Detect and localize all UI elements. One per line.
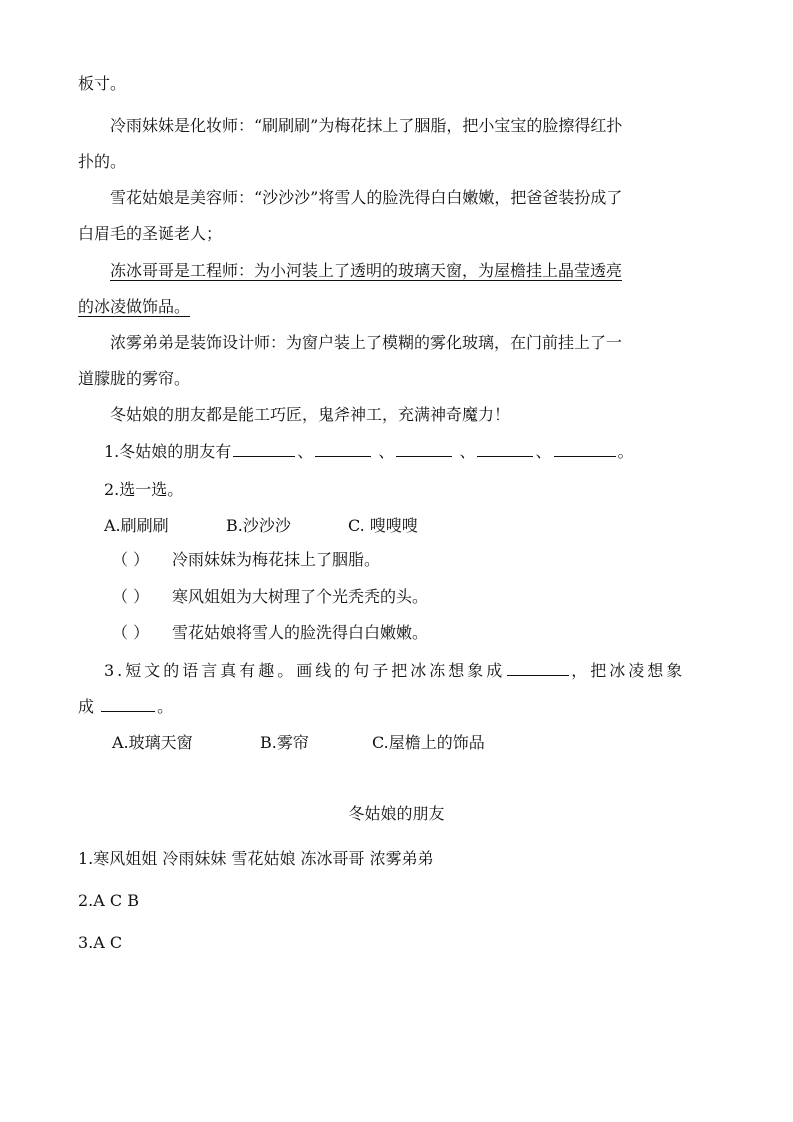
separator: 、 [373, 442, 395, 461]
question-1-end: 。 [617, 442, 634, 461]
passage-p2-line2: 白眉毛的圣诞老人； [78, 224, 223, 243]
separator: 、 [535, 442, 552, 461]
question-3-text-end: 成 [78, 697, 95, 716]
passage-p1-line2: 扑的。 [78, 152, 127, 171]
passage-p4-line1: 浓雾弟弟是装饰设计师：为窗户装上了模糊的雾化玻璃，在门前挂上了一 [110, 333, 623, 352]
question-3-text-cont: ，把冰凌想象 [571, 661, 686, 680]
question-2-item [112, 548, 380, 572]
answer-parenthesis[interactable]: （ ） [112, 550, 150, 569]
underlined-sentence-line1: 冻冰哥哥是工程师：为小河装上了透明的玻璃天窗，为屋檐挂上晶莹透亮 [110, 261, 623, 280]
option-b: B.雾帘 [260, 733, 309, 752]
question-3-line1 [104, 659, 685, 683]
question-2-item-text: 寒风姐姐为大树理了个光秃秃的头。 [172, 587, 429, 606]
question-2-options [104, 514, 418, 538]
answer-blank[interactable] [233, 440, 295, 457]
question-2-item [112, 621, 428, 645]
underlined-sentence-line2: 的冰凌做饰品。 [78, 297, 191, 316]
option-a: A.玻璃天窗 [112, 733, 193, 752]
option-a: A.刷刷刷 [104, 516, 169, 535]
separator: 、 [454, 442, 476, 461]
question-3-text: 3.短文的语言真有趣。画线的句子把冰冻想象成 [104, 661, 506, 680]
question-2-item-text: 雪花姑娘将雪人的脸洗得白白嫩嫩。 [172, 623, 429, 642]
question-3-options [112, 731, 485, 755]
question-2-item-text: 冷雨妹妹为梅花抹上了胭脂。 [172, 550, 381, 569]
question-1-prefix: 1.冬姑娘的朋友有 [104, 442, 232, 461]
separator: 、 [297, 442, 314, 461]
answer-blank[interactable] [101, 695, 155, 712]
passage-p2-line1: 雪花姑娘是美容师：“沙沙沙”将雪人的脸洗得白白嫩嫩，把爸爸装扮成了 [110, 188, 623, 207]
option-c: C.屋檐上的饰品 [372, 733, 485, 752]
answer-1: 1.寒风姐姐 冷雨妹妹 雪花姑娘 冻冰哥哥 浓雾弟弟 [78, 849, 434, 868]
answer-2: 2.A C B [78, 891, 139, 910]
question-3-period: 。 [157, 697, 174, 716]
option-b: B.沙沙沙 [226, 516, 291, 535]
question-2-item [112, 585, 428, 609]
question-3-line2 [78, 695, 173, 719]
passage-p5: 冬姑娘的朋友都是能工巧匠，鬼斧神工，充满神奇魔力！ [110, 405, 511, 424]
answer-3: 3.A C [78, 933, 123, 952]
passage-p1-line1: 冷雨妹妹是化妆师：“刷刷刷”为梅花抹上了胭脂，把小宝宝的脸擦得红扑 [110, 116, 623, 135]
answer-parenthesis[interactable]: （ ） [112, 623, 150, 642]
question-2-title: 2.选一选。 [104, 480, 184, 499]
answer-parenthesis[interactable]: （ ） [112, 587, 150, 606]
question-1 [104, 440, 634, 464]
answer-blank[interactable] [477, 440, 533, 457]
passage-p4-line2: 道朦胧的雾帘。 [78, 369, 191, 388]
answer-blank[interactable] [396, 440, 452, 457]
answer-section-title: 冬姑娘的朋友 [348, 804, 445, 823]
answer-blank[interactable] [507, 659, 569, 676]
passage-line-p0: 板寸。 [78, 74, 127, 93]
answer-blank[interactable] [315, 440, 371, 457]
option-c: C. 嗖嗖嗖 [348, 516, 418, 535]
answer-blank[interactable] [554, 440, 616, 457]
